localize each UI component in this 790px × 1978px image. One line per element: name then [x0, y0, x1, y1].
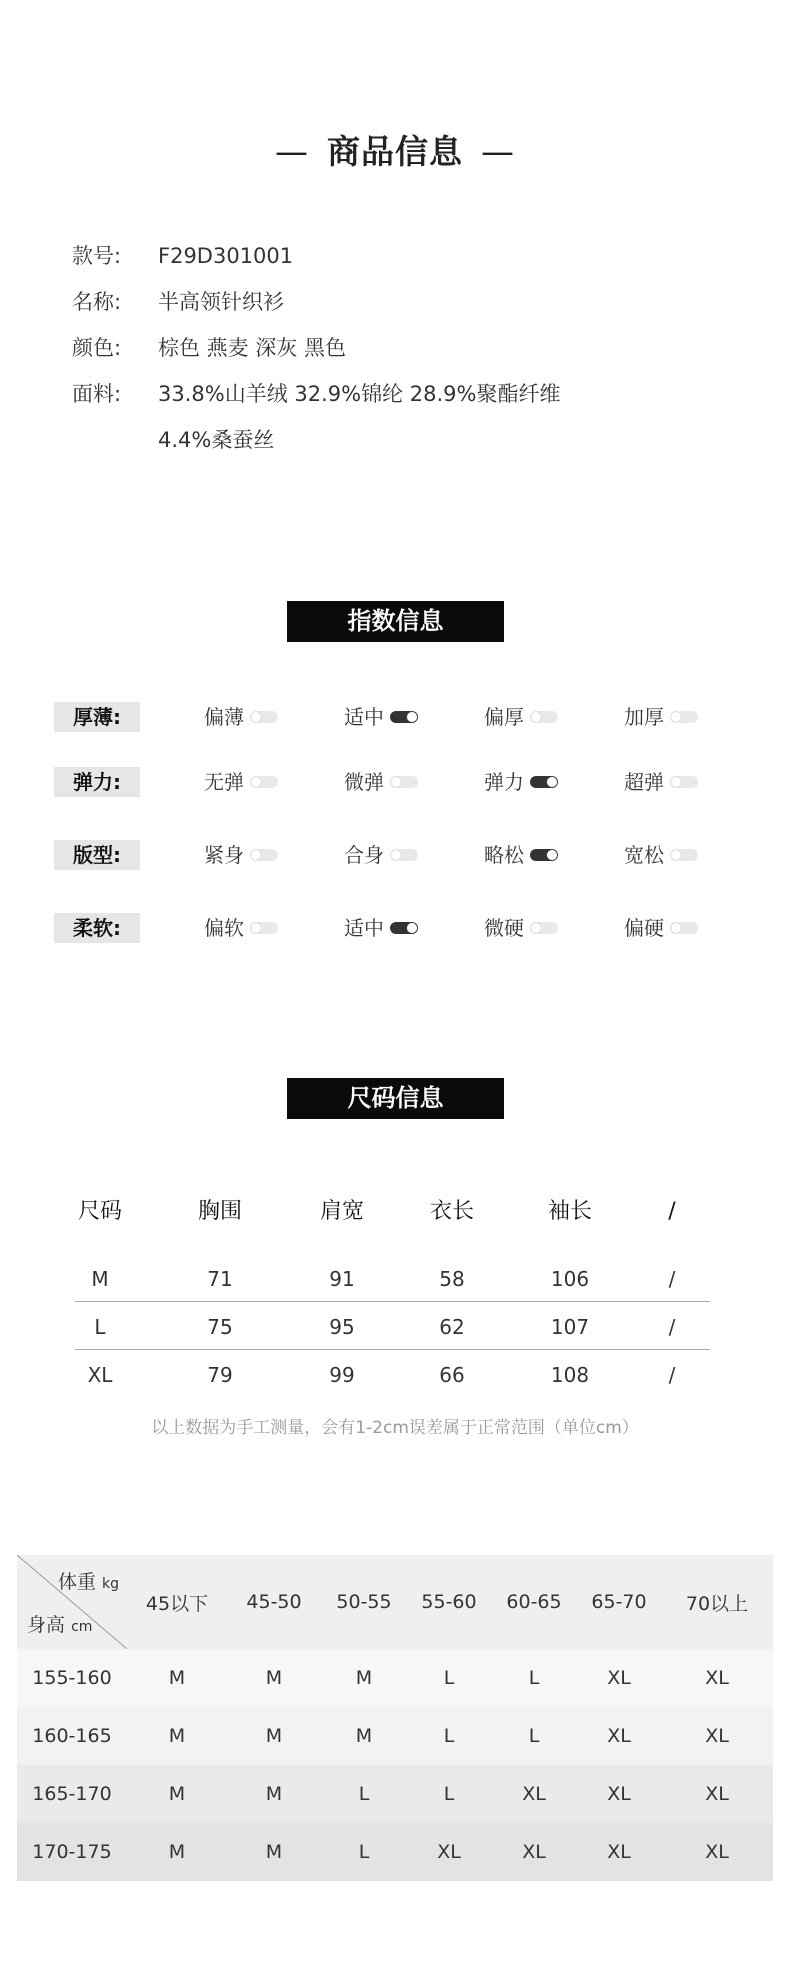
info-row-style-no: [72, 240, 293, 270]
title-dash-left: —: [275, 132, 309, 171]
index-option: [344, 913, 418, 943]
size-cell: 66: [439, 1363, 465, 1387]
recommended-size-cell: XL: [407, 1823, 491, 1881]
info-row-color: [72, 332, 346, 362]
size-column-header: /: [668, 1199, 676, 1224]
size-cell: 95: [329, 1315, 355, 1339]
size-column-header: 胸围: [197, 1199, 242, 1224]
height-row-header: 160-165: [17, 1707, 127, 1765]
info-value: 棕色 燕麦 深灰 黑色: [158, 336, 347, 360]
height-row-header: 170-175: [17, 1823, 127, 1881]
size-cell: /: [668, 1267, 676, 1291]
table-row: [17, 1707, 773, 1765]
index-option-label: 弹力: [484, 770, 524, 794]
index-option-label: 偏硬: [624, 916, 664, 940]
recommended-size-cell: M: [127, 1707, 227, 1765]
index-option-label: 微硬: [484, 916, 524, 940]
toggle-knob: [391, 777, 401, 787]
index-option: [484, 913, 558, 943]
info-key: 款号:: [72, 244, 122, 268]
toggle-switch-icon: [390, 711, 418, 723]
index-option: [484, 767, 558, 797]
index-option: [624, 702, 698, 732]
toggle-knob: [407, 923, 417, 933]
toggle-switch-icon: [530, 711, 558, 723]
size-cell: 62: [439, 1315, 465, 1339]
size-cell: /: [668, 1315, 676, 1339]
index-option: [624, 840, 698, 870]
toggle-knob: [407, 712, 417, 722]
table-row: [17, 1649, 773, 1707]
weight-column-header: 65-70: [577, 1555, 661, 1649]
toggle-switch-icon: [670, 849, 698, 861]
toggle-knob: [251, 923, 261, 933]
recommended-size-cell: M: [127, 1823, 227, 1881]
size-cell: 79: [207, 1363, 233, 1387]
size-column-header: 衣长: [429, 1199, 474, 1224]
toggle-switch-icon: [670, 776, 698, 788]
size-cell: 91: [329, 1267, 355, 1291]
toggle-knob: [391, 850, 401, 860]
index-option: [624, 767, 698, 797]
recommended-size-cell: XL: [661, 1765, 773, 1823]
size-cell: M: [91, 1267, 109, 1291]
size-cell: 106: [550, 1267, 590, 1291]
toggle-knob: [251, 777, 261, 787]
index-option: [484, 840, 558, 870]
weight-column-header: 70以上: [661, 1555, 773, 1649]
index-option: [204, 840, 278, 870]
recommended-size-cell: M: [127, 1649, 227, 1707]
recommended-size-cell: M: [227, 1823, 321, 1881]
height-row-header: 155-160: [17, 1649, 127, 1707]
table-row: [17, 1765, 773, 1823]
index-option: [344, 767, 418, 797]
toggle-knob: [671, 923, 681, 933]
index-option: [204, 767, 278, 797]
recommended-size-cell: M: [227, 1765, 321, 1823]
index-option-label: 无弹: [204, 770, 244, 794]
size-cell: 108: [550, 1363, 590, 1387]
index-option-label: 超弹: [624, 770, 664, 794]
recommended-size-cell: L: [491, 1707, 577, 1765]
weight-column-header: 45以下: [127, 1555, 227, 1649]
recommended-size-cell: L: [321, 1765, 407, 1823]
index-option-label: 偏厚: [484, 705, 524, 729]
info-key: 名称:: [72, 290, 122, 314]
toggle-switch-icon: [530, 849, 558, 861]
height-unit: cm: [71, 1619, 93, 1635]
recommended-size-cell: M: [227, 1707, 321, 1765]
size-row-divider: [75, 1349, 710, 1350]
index-option-label: 宽松: [624, 843, 664, 867]
recommended-size-cell: L: [407, 1765, 491, 1823]
size-row-divider: [75, 1301, 710, 1302]
index-option: [204, 702, 278, 732]
index-option-label: 加厚: [624, 705, 664, 729]
title-dash-right: —: [481, 132, 515, 171]
index-option-label: 偏薄: [204, 705, 244, 729]
toggle-knob: [671, 850, 681, 860]
toggle-switch-icon: [670, 922, 698, 934]
product-info-title: [0, 126, 790, 173]
toggle-switch-icon: [530, 922, 558, 934]
recommended-size-cell: XL: [577, 1649, 661, 1707]
index-option-label: 略松: [484, 843, 524, 867]
product-info-title-text: 商品信息: [327, 132, 463, 171]
recommended-size-cell: M: [227, 1649, 321, 1707]
index-label: 厚薄:: [54, 702, 140, 732]
toggle-knob: [671, 777, 681, 787]
info-key: 颜色:: [72, 336, 122, 360]
recommended-size-cell: L: [407, 1707, 491, 1765]
grid-corner-cell: [17, 1555, 127, 1649]
toggle-knob: [251, 712, 261, 722]
toggle-knob: [251, 850, 261, 860]
index-option: [484, 702, 558, 732]
index-info-title: 指数信息: [287, 601, 504, 642]
index-option-label: 合身: [344, 843, 384, 867]
index-label: 弹力:: [54, 767, 140, 797]
index-option: [624, 913, 698, 943]
info-value: F29D301001: [158, 244, 294, 268]
weight-column-header: 55-60: [407, 1555, 491, 1649]
index-label: 版型:: [54, 840, 140, 870]
info-row-fabric: [72, 378, 561, 408]
index-option-label: 微弹: [344, 770, 384, 794]
index-label: 柔软:: [54, 913, 140, 943]
index-option-label: 适中: [344, 705, 384, 729]
size-column-header: 肩宽: [319, 1199, 364, 1224]
recommended-size-cell: L: [407, 1649, 491, 1707]
index-option: [344, 840, 418, 870]
height-row-header: 165-170: [17, 1765, 127, 1823]
size-recommend-grid: [17, 1555, 773, 1881]
size-column-header: 尺码: [77, 1199, 122, 1224]
weight-header: [58, 1567, 119, 1594]
weight-column-header: 50-55: [321, 1555, 407, 1649]
recommended-size-cell: XL: [661, 1823, 773, 1881]
index-option: [204, 913, 278, 943]
size-cell: 71: [207, 1267, 233, 1291]
height-header: [27, 1610, 92, 1637]
toggle-knob: [671, 712, 681, 722]
size-cell: 58: [439, 1267, 465, 1291]
recommended-size-cell: XL: [661, 1649, 773, 1707]
size-cell: L: [94, 1315, 106, 1339]
toggle-switch-icon: [250, 922, 278, 934]
toggle-knob: [531, 712, 541, 722]
index-option-label: 偏软: [204, 916, 244, 940]
table-row: [17, 1823, 773, 1881]
info-fabric-continued: 4.4%桑蚕丝: [158, 428, 275, 452]
weight-label: 体重: [57, 1571, 96, 1593]
index-option: [344, 702, 418, 732]
toggle-switch-icon: [250, 776, 278, 788]
recommended-size-cell: XL: [491, 1823, 577, 1881]
recommended-size-cell: L: [491, 1649, 577, 1707]
index-option-label: 紧身: [204, 843, 244, 867]
size-cell: 107: [550, 1315, 590, 1339]
size-column-header: 袖长: [547, 1199, 592, 1224]
recommended-size-cell: M: [321, 1649, 407, 1707]
info-key: 面料:: [72, 382, 122, 406]
recommended-size-cell: XL: [577, 1765, 661, 1823]
weight-unit: kg: [102, 1576, 119, 1592]
weight-column-header: 60-65: [491, 1555, 577, 1649]
toggle-knob: [547, 850, 557, 860]
toggle-switch-icon: [250, 711, 278, 723]
recommended-size-cell: XL: [577, 1823, 661, 1881]
toggle-switch-icon: [530, 776, 558, 788]
measurement-note: 以上数据为手工测量，会有1-2cm误差属于正常范围（单位cm）: [151, 1418, 639, 1438]
toggle-switch-icon: [390, 849, 418, 861]
weight-column-header: 45-50: [227, 1555, 321, 1649]
height-label: 身高: [27, 1614, 66, 1636]
recommended-size-cell: XL: [491, 1765, 577, 1823]
toggle-knob: [547, 777, 557, 787]
index-option-label: 适中: [344, 916, 384, 940]
recommended-size-cell: XL: [661, 1707, 773, 1765]
size-cell: 99: [329, 1363, 355, 1387]
toggle-knob: [531, 923, 541, 933]
recommended-size-cell: M: [127, 1765, 227, 1823]
size-cell: 75: [207, 1315, 233, 1339]
recommended-size-cell: XL: [577, 1707, 661, 1765]
recommended-size-cell: M: [321, 1707, 407, 1765]
toggle-switch-icon: [250, 849, 278, 861]
info-value: 半高领针织衫: [158, 290, 284, 314]
info-row-name: [72, 286, 284, 316]
toggle-switch-icon: [670, 711, 698, 723]
toggle-switch-icon: [390, 922, 418, 934]
toggle-switch-icon: [390, 776, 418, 788]
info-value: 33.8%山羊绒 32.9%锦纶 28.9%聚酯纤维: [158, 382, 561, 406]
size-cell: /: [668, 1363, 676, 1387]
size-info-title: 尺码信息: [287, 1078, 504, 1119]
recommended-size-cell: L: [321, 1823, 407, 1881]
size-cell: XL: [87, 1363, 113, 1387]
